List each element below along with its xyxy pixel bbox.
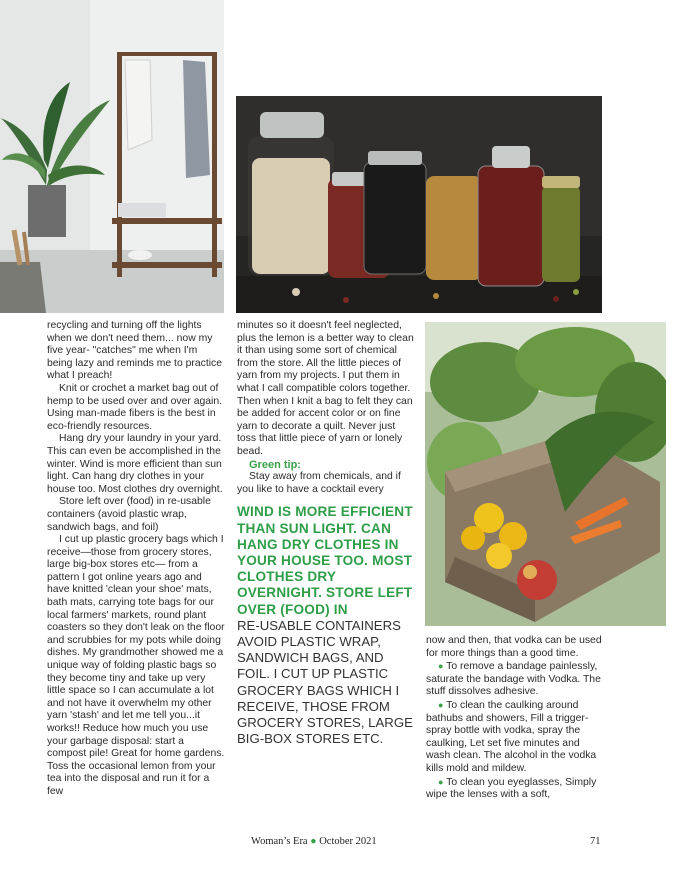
pull-quote-green: WIND IS MORE EFFICIENT THAN SUN LIGHT. CAN HANG DRY CLOTHES IN YOUR HOUSE TOO. MOST CLOTHES DRY OVERNIGHT. STORE LEFT OVER (FOOD) IN [237, 504, 413, 617]
column-1 [47, 320, 225, 799]
column-2 [237, 320, 414, 747]
bullet-icon: ● [438, 661, 444, 672]
paragraph: Stay away from chemicals, and if you like to have a cocktail every [237, 471, 401, 495]
paragraph: recycling and turning off the lights when we don't need them... now my five year- "catches" me when I'm being lazy and reminds me to practice what I preach! [47, 320, 222, 382]
paragraph: Hang dry your laundry in your yard. This can even be accomplished in the winter. Wind is more efficient than sun light. Can hang dry clothes in your house too. Most clothes dry overnight. [47, 433, 223, 495]
paragraph: Store left over (food) in re-usable containers (avoid plastic wrap, sandwich bags, and foil) [47, 496, 211, 533]
paragraph: minutes so it doesn't feel neglected, plus the lemon is a better way to clean it than using some sort of chemical from the store. All the little pieces of yarn from my projects. I put them in what I call compatible colors together. Then when I knit a bag to felt they can be added for accent color or on fine yarn to decorate a quilt. Never just toss that little piece of yarn or lonely bead. [237, 320, 414, 457]
paragraph: now and then, that vodka can be used for more things than a good time. [426, 635, 602, 659]
column-3 [426, 635, 604, 802]
page-number: 71 [590, 836, 601, 847]
bullet-icon: ● [438, 699, 444, 710]
issue-date: October 2021 [319, 836, 377, 847]
jars-photo [236, 96, 602, 313]
paragraph: Knit or crochet a market bag out of hemp to be used over and over again. Using man-made fibers is the best in eco-friendly resources. [47, 382, 223, 432]
bullet-item: ● To remove a bandage painlessly, saturate the bandage with Vodka. The stuff dissolves adhesive. [426, 661, 601, 698]
pull-quote-black: RE-USABLE CONTAINERS AVOID PLASTIC WRAP, SANDWICH BAGS, AND FOIL. I CUT UP PLASTIC GROCERY BAGS WHICH I RECEIVE, THOSE FROM GROCERY STORES, LARGE BIG-BOX STORES ETC. [237, 617, 413, 747]
vegetable-crate-photo [425, 322, 666, 626]
room-photo [0, 0, 224, 313]
bullet-item: ● To clean the caulking around bathubs and showers, Fill a trigger-spray bottle with vodka, spray the caulking, Let set five minutes and wash clean. The alcohol in the vodka kills mold and mildew. [426, 699, 597, 774]
paragraph: I cut up plastic grocery bags which I receive—those from grocery stores, large big-box stores etc— from a pattern I got online years ago and have knitted 'clean your shoe' mats, bath mats, carrying tote bags for our local farmers' markets, round plant coasters so they don't leak on the floor and scrubbies for my pots while doing dishes. My grandmother showed me a unique way of folding plastic bags so they become tiny and take up very little space so I can accumulate a lot and not have it overwhelm my other yarn 'stash' and let me tell you...it works!! Reduce how much you use your garbage disposal: start a compost pile! Great for home gardens. Toss the occasional lemon from your tea into the disposal and run it for a few [47, 534, 225, 797]
green-tip-heading: Green tip: [249, 458, 301, 471]
separator-dot-icon: ● [310, 836, 317, 847]
footer-credit [251, 836, 377, 847]
bullet-item: ● To clean you eyeglasses, Simply wipe the lenses with a soft, [426, 776, 597, 801]
bullet-icon: ● [438, 776, 444, 787]
magazine-name: Woman’s Era [251, 836, 308, 847]
